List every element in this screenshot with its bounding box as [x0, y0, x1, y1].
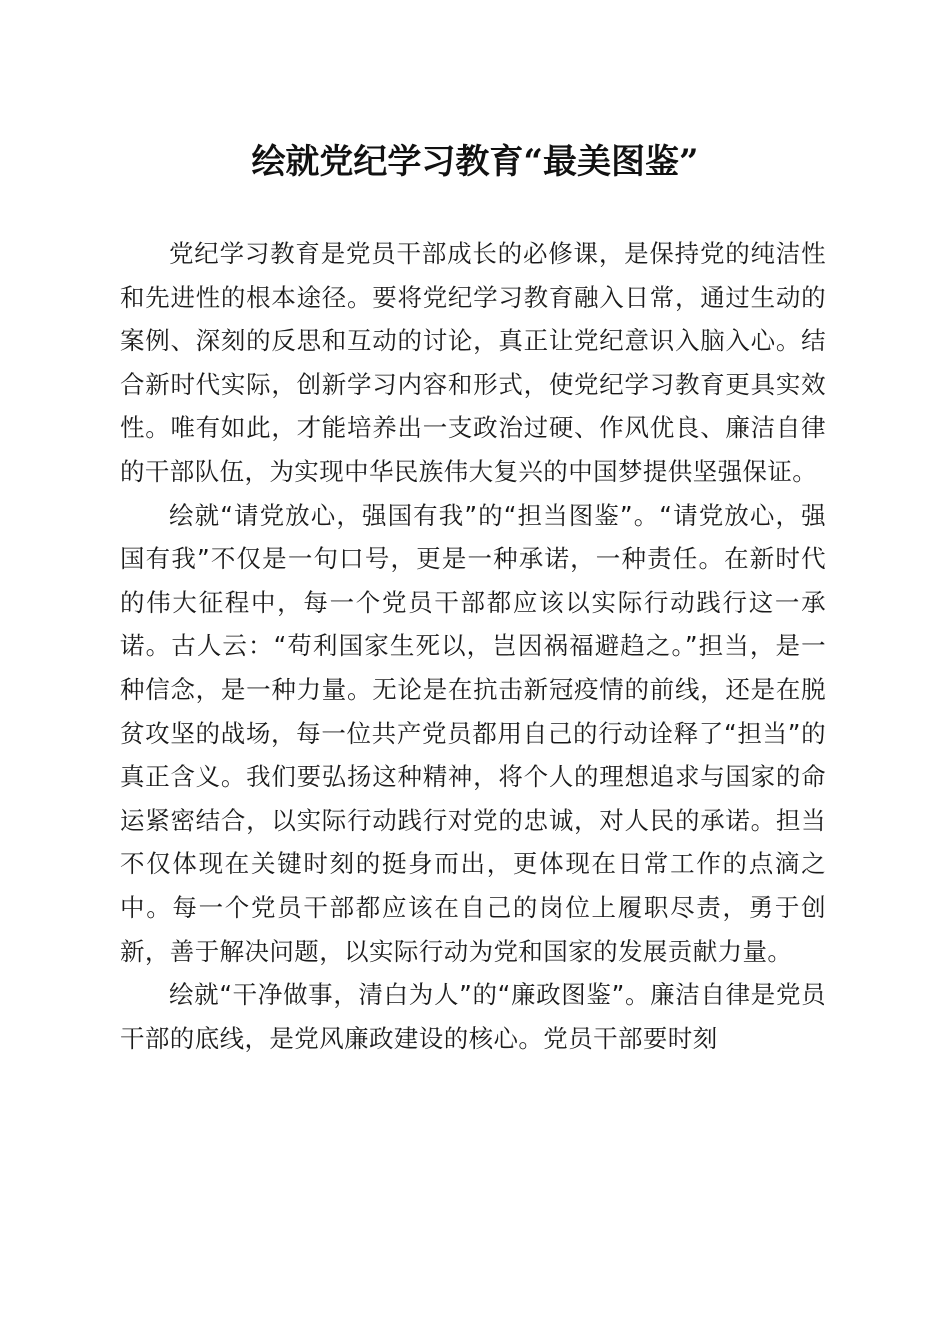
document-body	[120, 232, 826, 1060]
paragraph-integrity: 绘就“干净做事，清白为人”的“廉政图鉴”。廉洁自律是党员干部的底线，是党风廉政建设的核心。党员干部要时刻	[120, 980, 826, 1053]
paragraph-intro: 党纪学习教育是党员干部成长的必修课，是保持党的纯洁性和先进性的根本途径。要将党纪学习教育融入日常，通过生动的案例、深刻的反思和互动的讨论，真正让党纪意识入脑入心。结合新时代实际，创新学习内容和形式，使党纪学习教育更具实效性。唯有如此，才能培养出一支政治过硬、作风优良、廉洁自律的干部队伍，为实现中华民族伟大复兴的中国梦提供坚强保证。	[120, 239, 826, 486]
paragraph-responsibility: 绘就“请党放心，强国有我”的“担当图鉴”。“请党放心，强国有我”不仅是一句口号，更是一种承诺，一种责任。在新时代的伟大征程中，每一个党员干部都应该以实际行动践行这一承诺。古人云：“苟利国家生死以，岂因祸福避趋之。”担当，是一种信念，是一种力量。无论是在抗击新冠疫情的前线，还是在脱贫攻坚的战场，每一位共产党员都用自己的行动诠释了“担当”的真正含义。我们要弘扬这种精神，将个人的理想追求与国家的命运紧密结合，以实际行动践行对党的忠诚，对人民的承诺。担当不仅体现在关键时刻的挺身而出，更体现在日常工作的点滴之中。每一个党员干部都应该在自己的岗位上履职尽责，勇于创新，善于解决问题，以实际行动为党和国家的发展贡献力量。	[120, 500, 826, 966]
document-title: 绘就党纪学习教育“最美图鉴”	[251, 142, 699, 182]
